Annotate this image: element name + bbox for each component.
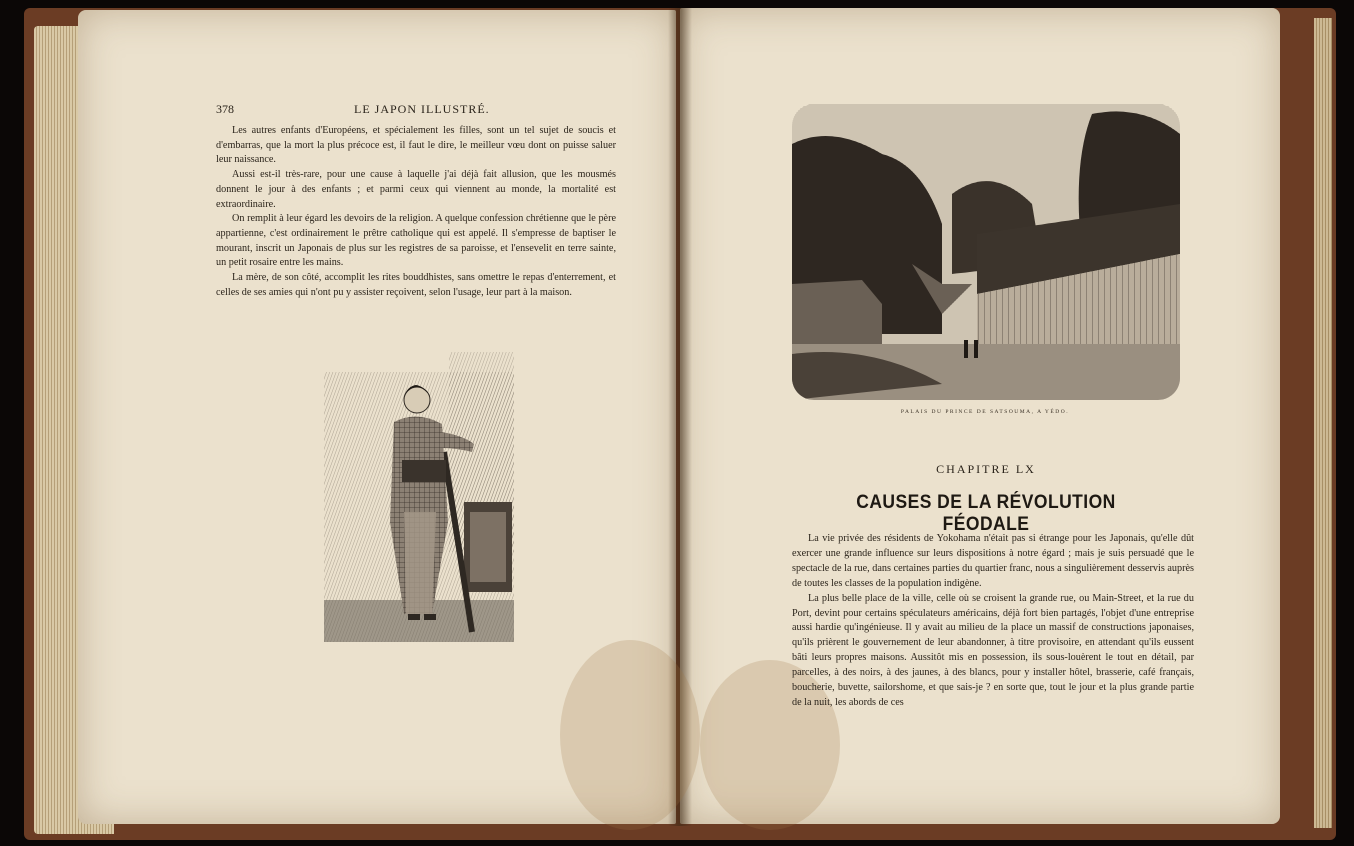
figure-caption: PALAIS DU PRINCE DE SATSOUMA, A YÉDO. [900, 409, 1070, 415]
paragraph: La vie privée des résidents de Yokohama n'était pas si étrange pour les Japonais, qu'elle dût exercer une grande influence sur leurs dispositions à notre égard ; mais je suis persuadé que le spectacle de la rue, dans certaines parties du quartier franc, nous a singulièrement desservis auprès de toutes les classes de la population indigène. [792, 533, 1194, 589]
paragraph: On remplit à leur égard les devoirs de la religion. A quelque confession chrétienne que le père appartienne, c'est ordinairement le prêtre catholique qui est appelé. Il s'empresse de baptiser le mourant, inscrit un Japonais de plus sur les registres de sa paroisse, et l'ensevelit en terre sainte, un petit rosaire entre les mains. [216, 213, 616, 269]
running-title: LE JAPON ILLUSTRÉ. [354, 102, 490, 116]
paragraph: La plus belle place de la ville, celle où se croisent la grande rue, ou Main-Street, et la rue du Port, devint pour certains spéculateurs américains, déjà fort bien partagés, l'objet d'une entreprise aussi hardie qu'ingénieuse. Il y avait au milieu de la place un massif de constructions japonaises, qu'ils prièrent le gouvernement de leur abandonner, à titre provisoire, en attendant qu'ils eussent bâti leurs propres maisons. Aussitôt mis en possession, ils sous-louèrent le tout en détail, par parcelles, à des noirs, à des jaunes, à des blancs, pour y installer hôtel, brasserie, café français, boucherie, buvette, sailorshome, et que sais-je ? en sorte que, tout le jour et la plus grande partie de la nuit, les abords de ces [792, 592, 1194, 708]
right-body-text [792, 532, 1194, 711]
chapter-title: CAUSES DE LA RÉVOLUTION FÉODALE [856, 492, 1116, 535]
running-header [216, 102, 616, 118]
paragraph: La mère, de son côté, accomplit les rites bouddhistes, sans omettre le repas d'enterrement, et celles de ses amies qui n'ont pu y assister reçoivent, selon l'usage, leur part à la maison. [216, 272, 616, 298]
page-number: 378 [216, 102, 234, 116]
right-page-edges [1314, 18, 1332, 828]
engraving-japanese-woman [324, 352, 514, 642]
chapter-label: CHAPITRE LX [936, 462, 1036, 476]
engraving-satsuma-palace [792, 104, 1180, 400]
paragraph: Aussi est-il très-rare, pour une cause à laquelle j'ai déjà fait allusion, que les mousmés donnent le jour à des enfants ; et parmi ceux qui viennent au monde, la mortalité est extraordinaire. [216, 169, 616, 210]
left-body-text [216, 124, 616, 300]
paragraph: Les autres enfants d'Européens, et spécialement les filles, sont un tel sujet de soucis et d'embarras, que la mort la plus précoce est, il faut le dire, le meilleur vœu dont on puisse saluer leur naissance. [216, 125, 616, 166]
water-stain [560, 640, 700, 830]
